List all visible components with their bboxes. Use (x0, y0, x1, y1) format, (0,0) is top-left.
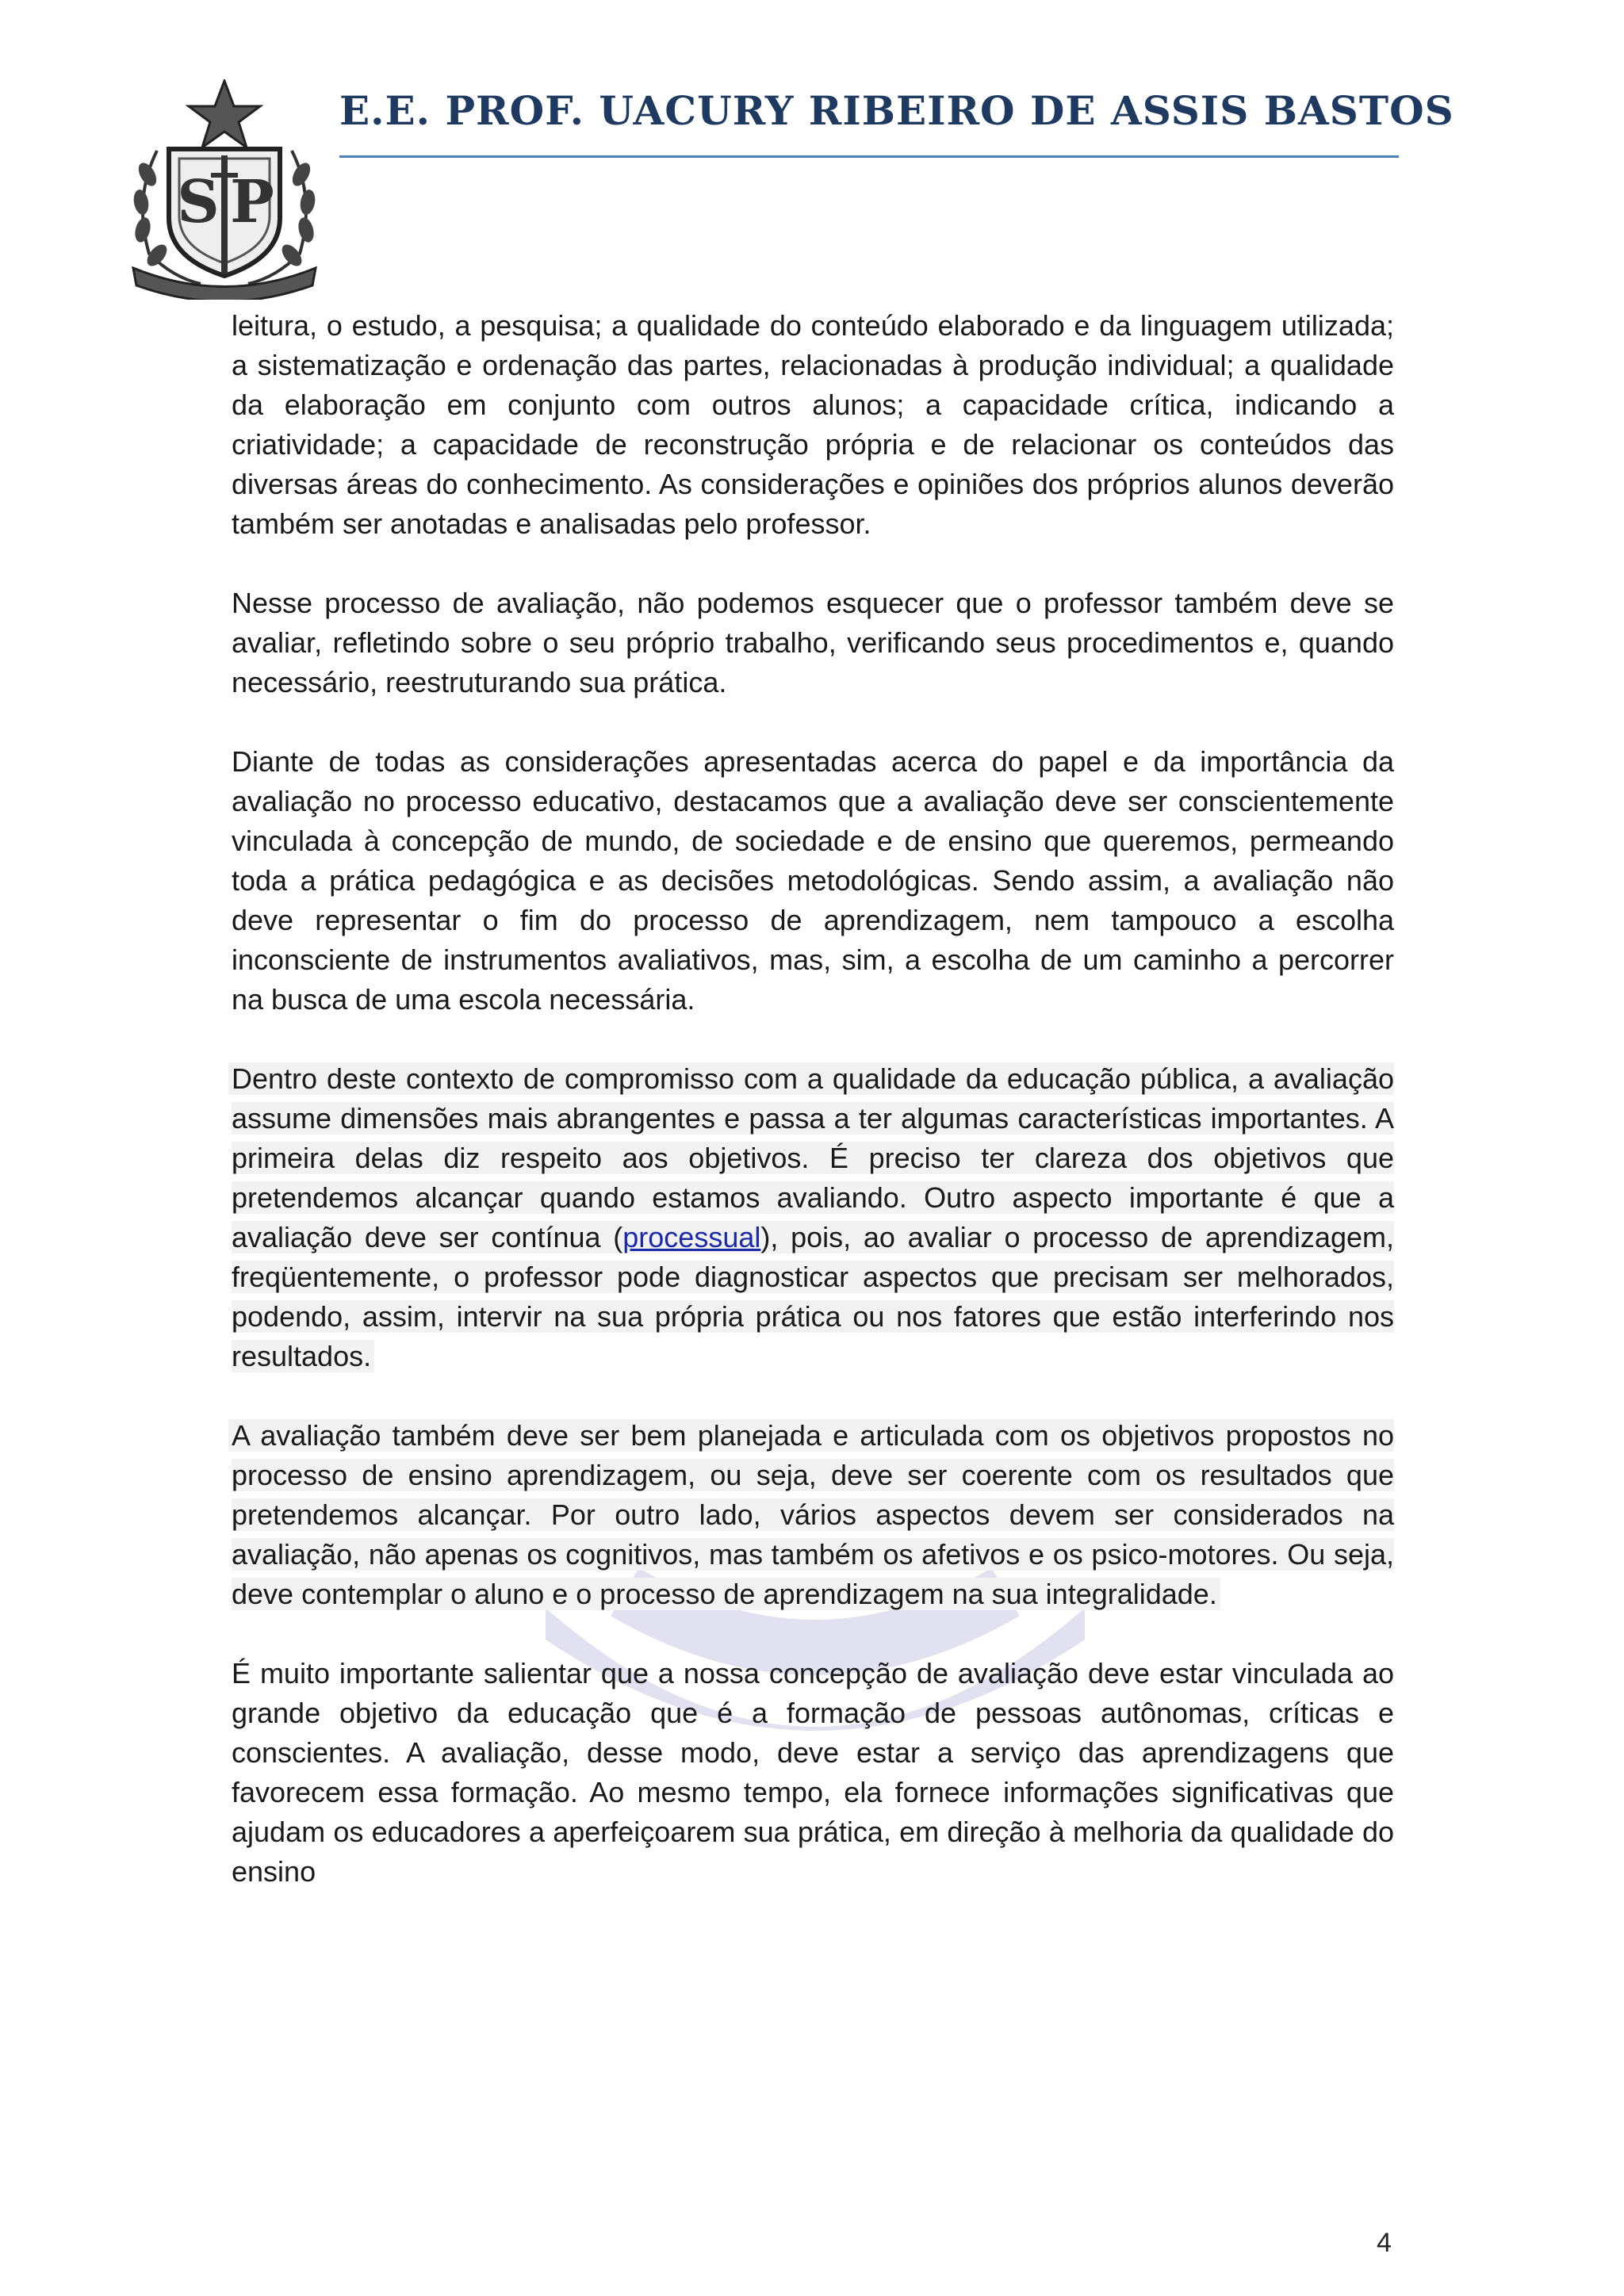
paragraph-4-text-end: ), pois, ao avaliar o processo de aprendizagem, freqüentemente, o professor pode diagnosticar aspectos que precisam ser melhorados, podendo, assim, intervir na sua própria prática ou nos fatores que estão interferindo nos resultados. (232, 1221, 1394, 1372)
paragraph-4-highlight (228, 1062, 1394, 1372)
paragraph-5-highlight: A avaliação também deve ser bem planejada e articulada com os objetivos propostos no processo de ensino aprendizagem, ou seja, deve ser coerente com os resultados que pretendemos alcançar. Por outro lado, vários aspectos devem ser considerados na avaliação, não apenas os cognitivos, mas também os afetivos e os psico-motores. Ou seja, deve contemplar o aluno e o processo de aprendizagem na sua integralidade. (228, 1419, 1394, 1610)
paragraph-4 (232, 1059, 1394, 1376)
paragraph-4-text-start: Dentro deste contexto de compromisso com a qualidade da educação pública, a avaliação assume dimensões mais abrangentes e passa a ter algumas características importantes. A primeira delas diz respeito aos objetivos. É preciso ter clareza dos objetivos que pretendemos alcançar quando estamos avaliando. Outro aspecto importante é que a avaliação deve ser contínua ( (232, 1062, 1394, 1253)
paragraph-3: Diante de todas as considerações apresentadas acerca do papel e da importância da avaliação no processo educativo, destacamos que a avaliação deve ser conscientemente vinculada à concepção de mundo, de sociedade e de ensino que queremos, permeando toda a prática pedagógica e as decisões metodológicas. Sendo assim, a avaliação não deve representar o fim do processo de aprendizagem, nem tampouco a escolha inconsciente de instrumentos avaliativos, mas, sim, a escolha de um caminho a percorrer na busca de uma escola necessária. (232, 745, 1394, 1016)
paragraph-5 (232, 1416, 1394, 1614)
paragraph-6: É muito importante salientar que a nossa concepção de avaliação deve estar vinculada ao grande objetivo da educação que é a formação de pessoas autônomas, críticas e conscientes. A avaliação, desse modo, deve estar a serviço das aprendizagens que favorecem essa formação. Ao mesmo tempo, ela fornece informações significativas que ajudam os educadores a aperfeiçoarem sua prática, em direção à melhoria da qualidade do ensino (232, 1657, 1394, 1888)
svg-text:P: P (230, 168, 274, 236)
paragraph-2: Nesse processo de avaliação, não podemos esquecer que o professor também deve se avaliar, refletindo sobre o seu próprio trabalho, verificando seus procedimentos e, quando necessário, reestruturando sua prática. (232, 587, 1394, 698)
sao-paulo-coat-of-arms-logo (125, 79, 324, 300)
paragraph-1: leitura, o estudo, a pesquisa; a qualidade do conteúdo elaborado e da linguagem utilizada; a sistematização e ordenação das partes, relacionadas à produção individual; a qualidade da elaboração em conjunto com outros alunos; a capacidade crítica, indicando a criatividade; a capacidade de reconstrução própria e de relacionar os conteúdos das diversas áreas do conhecimento. As considerações e opiniões dos próprios alunos deverão também ser anotadas e analisadas pelo professor. (232, 309, 1394, 540)
school-name-title: E.E. PROF. UACURY RIBEIRO DE ASSIS BASTOS (339, 87, 1454, 134)
header-divider (339, 155, 1399, 158)
svg-text:S: S (177, 168, 220, 236)
page-number: 4 (1377, 2228, 1392, 2258)
processual-link[interactable]: processual (622, 1221, 761, 1253)
